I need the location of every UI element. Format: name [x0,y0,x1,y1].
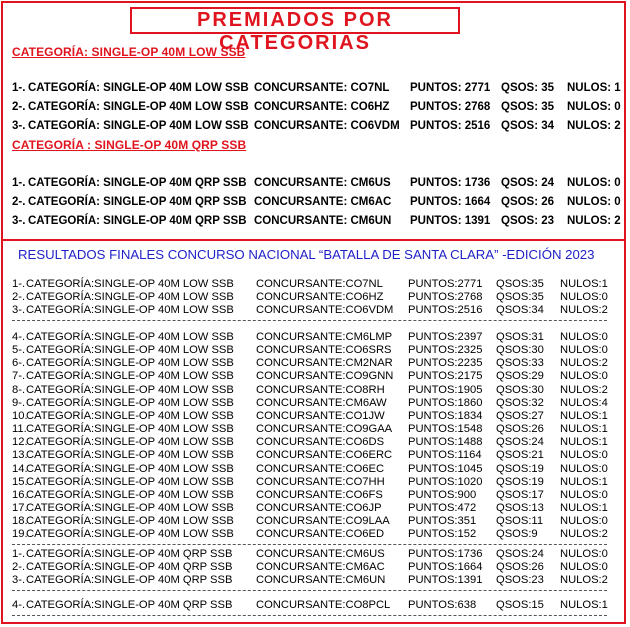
result-nulos: NULOS:1 [560,436,608,449]
result-qsos: QSOS:34 [496,304,544,317]
award-cat: CATEGORÍA: SINGLE-OP 40M QRP SSB [28,215,247,227]
result-call: CONCURSANTE:CO6ERC [256,449,393,462]
result-cat: CATEGORÍA:SINGLE-OP 40M LOW SSB [26,304,234,317]
result-nulos: NULOS:0 [560,449,608,462]
result-rank: 13. [12,449,28,462]
result-call: CONCURSANTE:CM6US [256,548,385,560]
result-pts: PUNTOS:1834 [408,409,483,422]
result-call: CONCURSANTE:CO6SRS [256,344,392,357]
result-rank: 4-. [12,331,26,343]
result-call: CONCURSANTE:CO9GNN [256,370,394,383]
result-qsos: QSOS:26 [496,423,544,436]
result-call: CONCURSANTE:CM2NAR [256,357,393,370]
result-cat: CATEGORÍA:SINGLE-OP 40M LOW SSB [26,383,234,396]
group-separator [12,615,607,616]
award-rank: 2-. [12,196,26,208]
result-pts: PUNTOS:472 [408,501,477,514]
result-nulos: NULOS:1 [560,599,608,611]
group-separator [12,544,607,545]
award-nulos: NULOS: 2 [567,215,621,227]
result-cat: CATEGORÍA:SINGLE-OP 40M LOW SSB [26,344,234,357]
result-nulos: NULOS:0 [560,548,608,560]
result-cat: CATEGORÍA:SINGLE-OP 40M LOW SSB [26,357,234,370]
result-call: CONCURSANTE:CO9GAA [256,423,393,436]
award-qsos: QSOS: 23 [501,215,555,227]
page-title: PREMIADOS POR CATEGORIAS [130,7,460,34]
result-qsos: QSOS:19 [496,462,544,475]
result-pts: PUNTOS:1664 [408,561,483,574]
award-nulos: NULOS: 1 [567,82,621,94]
award-cat: CATEGORÍA: SINGLE-OP 40M LOW SSB [28,120,249,132]
result-pts: PUNTOS:2235 [408,357,483,370]
result-qsos: QSOS:9 [496,528,538,541]
result-nulos: NULOS:1 [560,501,608,514]
award-qsos: QSOS: 35 [501,82,555,94]
result-rank: 2-. [12,291,26,304]
result-call: CONCURSANTE:CM6AW [256,396,387,409]
award-pts: PUNTOS: 1664 [410,196,491,208]
result-qsos: QSOS:24 [496,548,544,560]
result-nulos: NULOS:0 [560,331,608,343]
result-call: CONCURSANTE:CO6EC [256,462,385,475]
result-nulos: NULOS:0 [560,561,608,574]
result-pts: PUNTOS:2516 [408,304,483,317]
result-call: CONCURSANTE:CO7NL [256,278,383,290]
award-nulos: NULOS: 0 [567,177,621,189]
result-rank: 1-. [12,548,26,560]
result-qsos: QSOS:27 [496,409,544,422]
result-nulos: NULOS:2 [560,304,608,317]
result-pts: PUNTOS:2325 [408,344,483,357]
result-call: CONCURSANTE:CO6VDM [256,304,394,317]
result-rank: 12. [12,436,28,449]
award-cat: CATEGORÍA: SINGLE-OP 40M LOW SSB [28,101,249,113]
result-pts: PUNTOS:2771 [408,278,483,290]
result-nulos: NULOS:4 [560,396,608,409]
result-cat: CATEGORÍA:SINGLE-OP 40M LOW SSB [26,331,234,343]
result-qsos: QSOS:31 [496,331,544,343]
award-call: CONCURSANTE: CM6US [254,177,391,189]
result-nulos: NULOS:0 [560,370,608,383]
result-qsos: QSOS:23 [496,574,544,587]
result-pts: PUNTOS:1905 [408,383,483,396]
result-rank: 5-. [12,344,26,357]
award-call: CONCURSANTE: CO7NL [254,82,390,94]
result-nulos: NULOS:0 [560,462,608,475]
award-cat: CATEGORÍA: SINGLE-OP 40M LOW SSB [28,82,249,94]
result-qsos: QSOS:32 [496,396,544,409]
result-nulos: NULOS:2 [560,574,608,587]
result-rank: 1-. [12,278,26,290]
award-call: CONCURSANTE: CM6UN [254,215,392,227]
result-rank: 6-. [12,357,26,370]
result-qsos: QSOS:26 [496,561,544,574]
award-nulos: NULOS: 0 [567,196,621,208]
result-call: CONCURSANTE:CO8RH [256,383,385,396]
result-nulos: NULOS:2 [560,357,608,370]
result-pts: PUNTOS:1488 [408,436,483,449]
award-pts: PUNTOS: 1391 [410,215,491,227]
result-call: CONCURSANTE:CM6UN [256,574,386,587]
result-pts: PUNTOS:2175 [408,370,483,383]
award-nulos: NULOS: 2 [567,120,621,132]
category-header-low: CATEGORÍA: SINGLE-OP 40M LOW SSB [12,45,246,59]
result-call: CONCURSANTE:CM6AC [256,561,385,574]
result-pts: PUNTOS:638 [408,599,477,611]
result-nulos: NULOS:1 [560,423,608,436]
result-rank: 3-. [12,304,26,317]
award-qsos: QSOS: 26 [501,196,555,208]
section-divider [1,239,626,241]
group-separator [12,590,607,591]
result-pts: PUNTOS:1020 [408,475,483,488]
result-rank: 19. [12,528,28,541]
result-rank: 11. [12,423,27,436]
award-qsos: QSOS: 35 [501,101,555,113]
result-cat: CATEGORÍA:SINGLE-OP 40M LOW SSB [26,370,234,383]
result-qsos: QSOS:15 [496,599,544,611]
result-call: CONCURSANTE:CO6FS [256,488,383,501]
result-pts: PUNTOS:351 [408,515,477,528]
result-pts: PUNTOS:1548 [408,423,483,436]
result-pts: PUNTOS:2397 [408,331,483,343]
result-cat: CATEGORÍA:SINGLE-OP 40M LOW SSB [26,409,234,422]
result-rank: 17. [12,501,28,514]
result-cat: CATEGORÍA:SINGLE-OP 40M LOW SSB [26,515,234,528]
result-rank: 4-. [12,599,26,611]
result-call: CONCURSANTE:CO6ED [256,528,385,541]
result-nulos: NULOS:2 [560,383,608,396]
result-cat: CATEGORÍA:SINGLE-OP 40M LOW SSB [26,423,234,436]
result-call: CONCURSANTE:CO9LAA [256,515,390,528]
result-cat: CATEGORÍA:SINGLE-OP 40M LOW SSB [26,501,234,514]
result-call: CONCURSANTE:CM6LMP [256,331,393,343]
result-cat: CATEGORÍA:SINGLE-OP 40M LOW SSB [26,436,234,449]
award-pts: PUNTOS: 2768 [410,101,491,113]
result-cat: CATEGORÍA:SINGLE-OP 40M QRP SSB [26,599,233,611]
result-call: CONCURSANTE:CO8PCL [256,599,391,611]
result-rank: 16. [12,488,28,501]
result-pts: PUNTOS:152 [408,528,477,541]
results-title: RESULTADOS FINALES CONCURSO NACIONAL “BATALLA DE SANTA CLARA” -EDICIÓN 2023 [18,247,595,262]
result-pts: PUNTOS:1391 [408,574,483,587]
result-pts: PUNTOS:1045 [408,462,483,475]
result-nulos: NULOS:1 [560,409,608,422]
award-rank: 1-. [12,177,26,189]
award-pts: PUNTOS: 2516 [410,120,491,132]
result-rank: 15. [12,475,28,488]
result-cat: CATEGORÍA:SINGLE-OP 40M LOW SSB [26,449,234,462]
award-call: CONCURSANTE: CO6HZ [254,101,390,113]
award-rank: 1-. [12,82,26,94]
category-header-qrp: CATEGORÍA : SINGLE-OP 40M QRP SSB [12,138,247,152]
result-nulos: NULOS:0 [560,488,608,501]
result-qsos: QSOS:17 [496,488,544,501]
result-cat: CATEGORÍA:SINGLE-OP 40M LOW SSB [26,291,234,304]
result-rank: 3-. [12,574,26,587]
result-rank: 8-. [12,383,26,396]
award-qsos: QSOS: 34 [501,120,555,132]
result-rank: 10. [12,409,28,422]
result-rank: 14. [12,462,28,475]
result-qsos: QSOS:11 [496,515,544,528]
result-call: CONCURSANTE:CO6JP [256,501,382,514]
result-cat: CATEGORÍA:SINGLE-OP 40M LOW SSB [26,488,234,501]
result-call: CONCURSANTE:CO6HZ [256,291,384,304]
result-qsos: QSOS:35 [496,278,544,290]
result-pts: PUNTOS:1164 [408,449,482,462]
result-cat: CATEGORÍA:SINGLE-OP 40M LOW SSB [26,396,234,409]
result-cat: CATEGORÍA:SINGLE-OP 40M LOW SSB [26,475,234,488]
result-cat: CATEGORÍA:SINGLE-OP 40M QRP SSB [26,561,233,574]
award-qsos: QSOS: 24 [501,177,555,189]
award-rank: 3-. [12,120,26,132]
result-rank: 2-. [12,561,26,574]
award-call: CONCURSANTE: CO6VDM [254,120,400,132]
award-rank: 3-. [12,215,26,227]
result-rank: 9-. [12,396,26,409]
award-nulos: NULOS: 0 [567,101,621,113]
result-qsos: QSOS:29 [496,370,544,383]
result-call: CONCURSANTE:CO6DS [256,436,385,449]
result-call: CONCURSANTE:CO1JW [256,409,385,422]
result-cat: CATEGORÍA:SINGLE-OP 40M LOW SSB [26,462,234,475]
result-cat: CATEGORÍA:SINGLE-OP 40M QRP SSB [26,548,233,560]
result-cat: CATEGORÍA:SINGLE-OP 40M QRP SSB [26,574,233,587]
result-nulos: NULOS:1 [560,475,608,488]
result-rank: 7-. [12,370,26,383]
award-rank: 2-. [12,101,26,113]
result-qsos: QSOS:13 [496,501,544,514]
result-nulos: NULOS:1 [560,278,608,290]
award-pts: PUNTOS: 2771 [410,82,491,94]
result-qsos: QSOS:19 [496,475,544,488]
result-nulos: NULOS:0 [560,291,608,304]
result-qsos: QSOS:21 [496,449,544,462]
result-qsos: QSOS:35 [496,291,544,304]
result-nulos: NULOS:2 [560,528,608,541]
result-pts: PUNTOS:1860 [408,396,483,409]
award-cat: CATEGORÍA: SINGLE-OP 40M QRP SSB [28,196,247,208]
result-cat: CATEGORÍA:SINGLE-OP 40M LOW SSB [26,278,234,290]
result-cat: CATEGORÍA:SINGLE-OP 40M LOW SSB [26,528,234,541]
result-qsos: QSOS:30 [496,344,544,357]
result-qsos: QSOS:30 [496,383,544,396]
result-nulos: NULOS:0 [560,344,608,357]
result-qsos: QSOS:33 [496,357,544,370]
result-rank: 18. [12,515,28,528]
result-call: CONCURSANTE:CO7HH [256,475,385,488]
result-pts: PUNTOS:1736 [408,548,483,560]
award-cat: CATEGORÍA: SINGLE-OP 40M QRP SSB [28,177,247,189]
result-pts: PUNTOS:900 [408,488,477,501]
result-qsos: QSOS:24 [496,436,544,449]
result-nulos: NULOS:0 [560,515,608,528]
award-call: CONCURSANTE: CM6AC [254,196,392,208]
result-pts: PUNTOS:2768 [408,291,483,304]
group-separator [12,320,607,321]
award-pts: PUNTOS: 1736 [410,177,491,189]
